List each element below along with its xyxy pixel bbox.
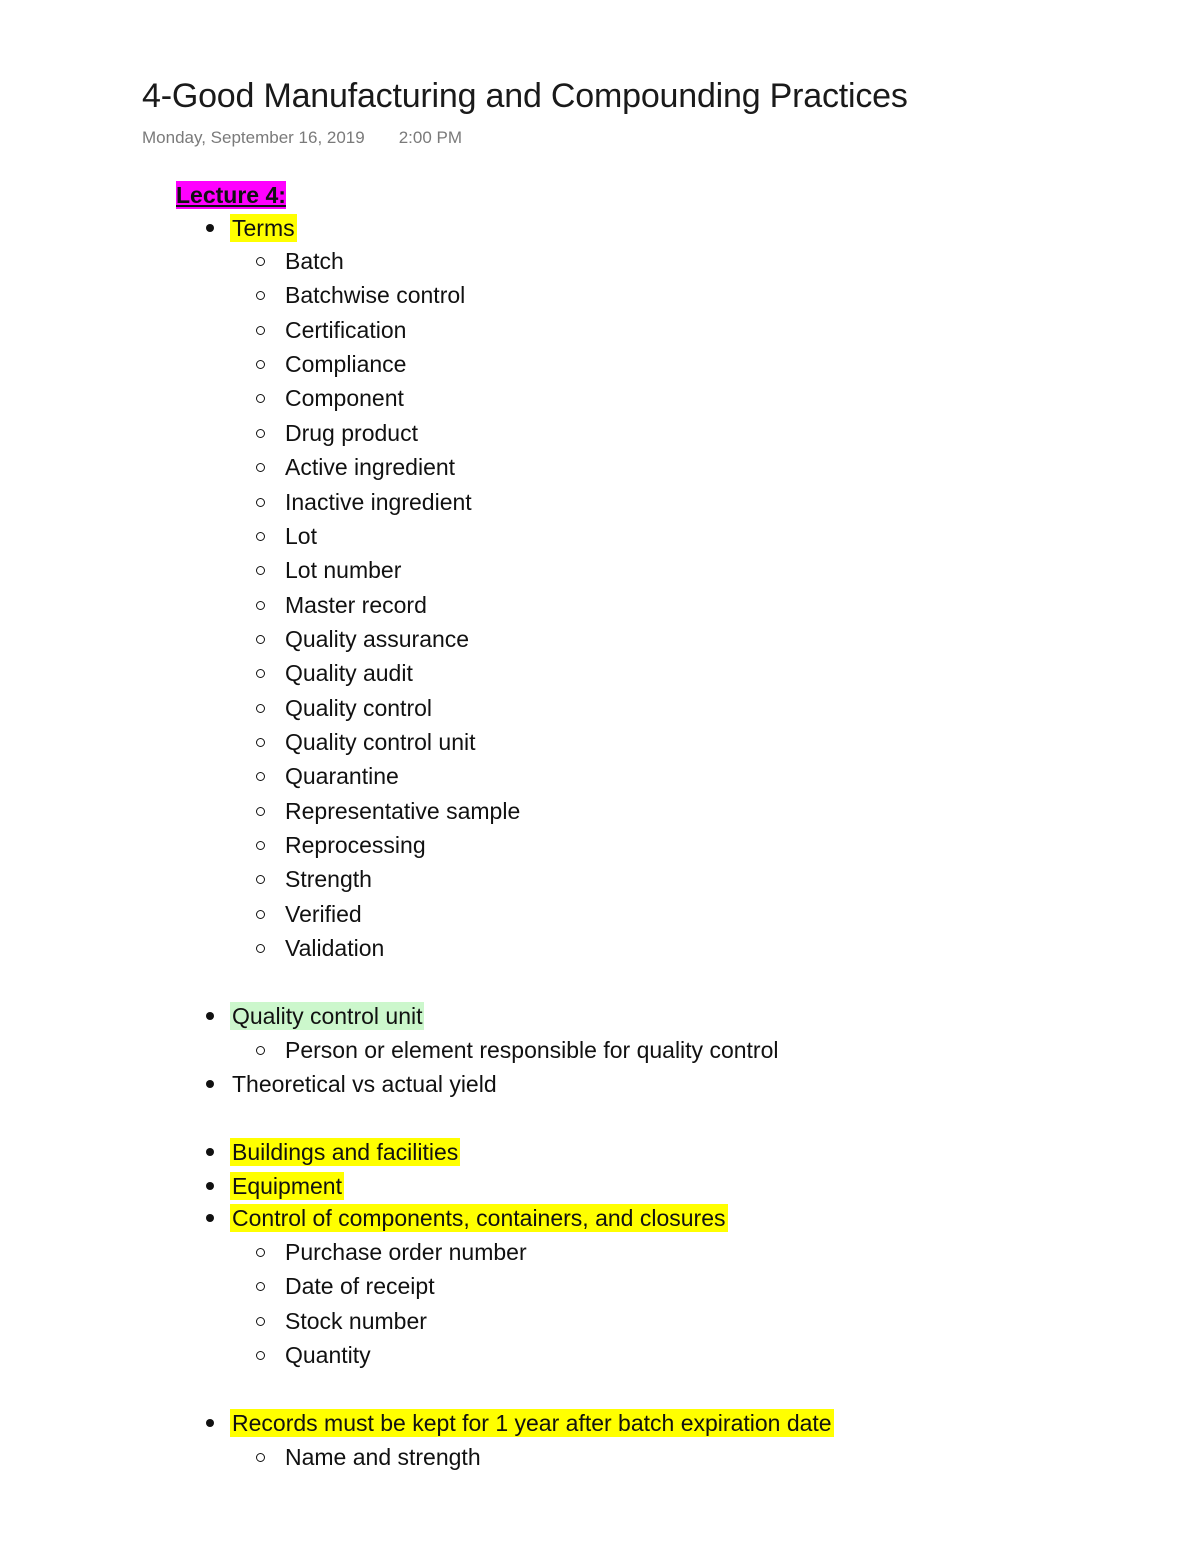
sub-item-text: Purchase order number bbox=[285, 1239, 527, 1265]
list-item-term bbox=[283, 760, 401, 792]
list-item-term bbox=[283, 726, 477, 758]
bullet-circle-icon bbox=[250, 520, 270, 552]
list-item-terms bbox=[230, 212, 297, 244]
list-item-label: Control of components, containers, and closures bbox=[232, 1205, 726, 1231]
list-item-term bbox=[283, 657, 415, 689]
bullet-circle-icon bbox=[250, 279, 270, 311]
list-item-term bbox=[283, 486, 474, 518]
term-text: Strength bbox=[285, 866, 372, 892]
term-text: Quarantine bbox=[285, 763, 399, 789]
term-text: Active ingredient bbox=[285, 454, 456, 480]
list-item-term bbox=[283, 417, 420, 449]
term-text: Certification bbox=[285, 317, 407, 343]
bullet-circle-icon bbox=[250, 726, 270, 758]
term-text: Component bbox=[285, 385, 404, 411]
term-text: Representative sample bbox=[285, 798, 521, 824]
bullet-dot-icon bbox=[200, 1202, 220, 1234]
bullet-dot-icon bbox=[200, 212, 220, 244]
lecture-heading: Lecture 4: bbox=[176, 182, 286, 208]
term-text: Lot number bbox=[285, 557, 402, 583]
list-item-qc-unit bbox=[230, 1000, 424, 1032]
term-text: Quality control unit bbox=[285, 729, 476, 755]
list-item-control-sub bbox=[283, 1236, 529, 1268]
list-item-label: Theoretical vs actual yield bbox=[232, 1071, 497, 1097]
list-item-term bbox=[283, 451, 457, 483]
list-item-buildings bbox=[230, 1136, 460, 1168]
term-text: Quality control bbox=[285, 695, 433, 721]
list-item-term bbox=[283, 382, 406, 414]
term-text: Reprocessing bbox=[285, 832, 426, 858]
list-item-term bbox=[283, 863, 374, 895]
page-time: 2:00 PM bbox=[398, 128, 463, 147]
bullet-circle-icon bbox=[250, 486, 270, 518]
list-item-label: Records must be kept for 1 year after batch expiration date bbox=[232, 1410, 832, 1436]
list-item-control-sub bbox=[283, 1305, 429, 1337]
bullet-circle-icon bbox=[250, 554, 270, 586]
list-item-label: Buildings and facilities bbox=[232, 1139, 459, 1165]
list-item-term bbox=[283, 898, 364, 930]
bullet-circle-icon bbox=[250, 589, 270, 621]
bullet-dot-icon bbox=[200, 1170, 220, 1202]
bullet-circle-icon bbox=[250, 932, 270, 964]
bullet-dot-icon bbox=[200, 1000, 220, 1032]
list-item-control-sub bbox=[283, 1270, 437, 1302]
term-text: Drug product bbox=[285, 420, 418, 446]
term-text: Lot bbox=[285, 523, 317, 549]
bullet-circle-icon bbox=[250, 692, 270, 724]
sub-item-text: Quantity bbox=[285, 1342, 371, 1368]
list-item-records-sub bbox=[283, 1441, 483, 1473]
list-item-term bbox=[283, 554, 403, 586]
list-item-term bbox=[283, 623, 471, 655]
term-text: Validation bbox=[285, 935, 385, 961]
list-item-term bbox=[283, 795, 522, 827]
bullet-circle-icon bbox=[250, 245, 270, 277]
list-item-equipment bbox=[230, 1170, 344, 1202]
term-text: Compliance bbox=[285, 351, 407, 377]
list-item-term bbox=[283, 589, 429, 621]
bullet-dot-icon bbox=[200, 1407, 220, 1439]
list-item-term bbox=[283, 520, 319, 552]
bullet-circle-icon bbox=[250, 1236, 270, 1268]
bullet-circle-icon bbox=[250, 1441, 270, 1473]
bullet-circle-icon bbox=[250, 1305, 270, 1337]
bullet-circle-icon bbox=[250, 1034, 270, 1066]
bullet-circle-icon bbox=[250, 657, 270, 689]
sub-item-text: Name and strength bbox=[285, 1444, 481, 1470]
list-item-label: Quality control unit bbox=[232, 1003, 423, 1029]
list-item-qc-definition bbox=[283, 1034, 780, 1066]
page-date: Monday, September 16, 2019 bbox=[142, 128, 365, 147]
list-item-label: Equipment bbox=[232, 1173, 342, 1199]
bullet-circle-icon bbox=[250, 1270, 270, 1302]
page-timestamp bbox=[142, 127, 462, 149]
bullet-circle-icon bbox=[250, 898, 270, 930]
page-title: 4-Good Manufacturing and Compounding Practices bbox=[142, 77, 908, 115]
bullet-circle-icon bbox=[250, 451, 270, 483]
list-item-term bbox=[283, 829, 428, 861]
list-item-label: Terms bbox=[232, 215, 295, 241]
bullet-dot-icon bbox=[200, 1068, 220, 1100]
term-text: Quality assurance bbox=[285, 626, 470, 652]
list-item-control-sub bbox=[283, 1339, 373, 1371]
term-text: Batch bbox=[285, 248, 344, 274]
term-text: Inactive ingredient bbox=[285, 489, 472, 515]
definition-text: Person or element responsible for quality control bbox=[285, 1037, 779, 1063]
list-item-term bbox=[283, 692, 434, 724]
list-item-term bbox=[283, 314, 408, 346]
list-item-term bbox=[283, 932, 386, 964]
bullet-circle-icon bbox=[250, 382, 270, 414]
bullet-circle-icon bbox=[250, 1339, 270, 1371]
bullet-circle-icon bbox=[250, 829, 270, 861]
bullet-dot-icon bbox=[200, 1136, 220, 1168]
term-text: Master record bbox=[285, 592, 427, 618]
list-item-records bbox=[230, 1407, 834, 1439]
bullet-circle-icon bbox=[250, 348, 270, 380]
sub-item-text: Stock number bbox=[285, 1308, 427, 1334]
bullet-circle-icon bbox=[250, 314, 270, 346]
bullet-circle-icon bbox=[250, 417, 270, 449]
list-item-yield bbox=[230, 1068, 499, 1100]
sub-item-text: Date of receipt bbox=[285, 1273, 435, 1299]
bullet-circle-icon bbox=[250, 863, 270, 895]
term-text: Verified bbox=[285, 901, 362, 927]
list-item-control bbox=[230, 1202, 728, 1234]
list-item-term bbox=[283, 245, 346, 277]
term-text: Batchwise control bbox=[285, 282, 466, 308]
term-text: Quality audit bbox=[285, 660, 413, 686]
bullet-circle-icon bbox=[250, 795, 270, 827]
list-item-term bbox=[283, 348, 408, 380]
bullet-circle-icon bbox=[250, 623, 270, 655]
list-item-term bbox=[283, 279, 467, 311]
bullet-circle-icon bbox=[250, 760, 270, 792]
